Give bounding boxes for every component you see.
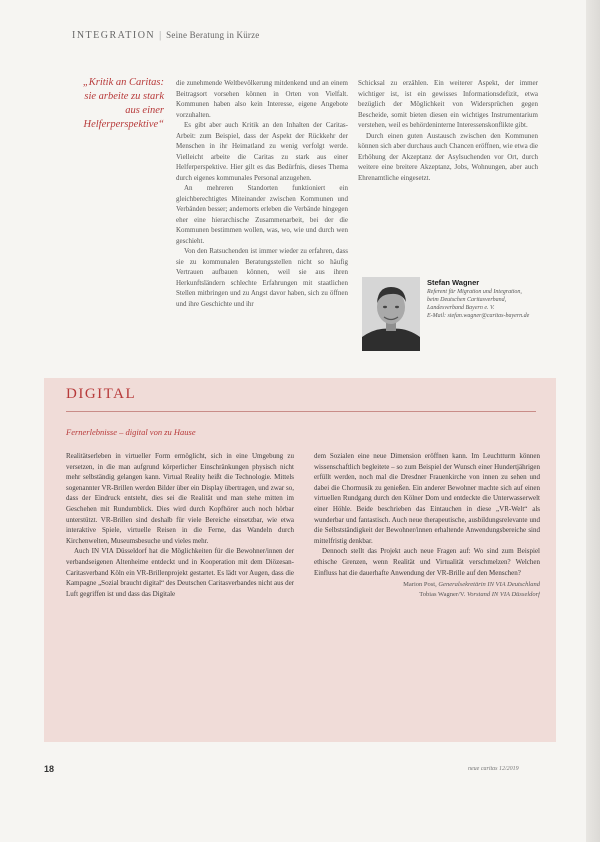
paragraph: dem Sozialen eine neue Dimension eröffnen kann. Im Leuchtturm können wissenschaftlich begleitete – so zum Beispiel der Wunsch einer Hundertjährigen erfüllt werden, noch mal die Dresdner Frauenkirche von innen zu sehen und dabei die Chormusik zu genießen. Ein anderer Bewohner machte sich auf einen virtuellen Rundgang durch den Kölner Dom und entdeckte die Unterwasserwelt einer Höhle. Beide beschrieben das Eintauchen in diese „VR-Welt“ als wunderbar und fantastisch. Auch neue therapeutische, ausbildungsrelevante und die Selbstständigkeit der Bewohner/innen erhaltende Anwendungsbereiche sind mittelfristig denkbar. — [314, 452, 540, 545]
paragraph: Realitätserleben in virtueller Form ermöglicht, sich in eine Umgebung zu versetzen, in die man aufgrund körperlicher Einschränkungen physisch nicht mehr selbständig gelangen kann. Virtual Reality heißt die Technologie. Mittels sogenannter VR-Brillen werden Bilder über ein Display übertragen, und zwar so, dass der Eindruck entsteht, dies sei die Realität und man stehe mitten im Geschehen mit Rundumblick. Dies wird durch Kopfhörer auch noch hörbar unterstützt. VR-Brillen sind deshalb für viele Bereiche einsetzbar, wie etwa interaktive Spiele, virtuelle Reisen in die Ferne, das Wandeln durch Kirchenwelten, Museumsbesuche und vieles mehr. — [66, 452, 294, 545]
infobox-title: DIGITAL — [66, 386, 137, 402]
paragraph: Schicksal zu erzählen. Ein weiterer Aspekt, der immer wichtiger ist, ist ein gewisses Informationsdefizit, etwa bezüglich der Möglichkeit von Widersprüchen gegen Bescheide, somit bieten diesen ein wichtiges Instrumentarium verstehen, weil es behördeninterne Interessenskonflikte gibt. — [358, 79, 538, 129]
signature-role: Vorstand IN VIA Düsseldorf — [466, 591, 540, 599]
author-email: E-Mail: stefan.wagner@caritas-bayern.de — [427, 313, 530, 319]
paragraph: Von den Ratsuchenden ist immer wieder zu erfahren, dass sie zu kommunalen Beratungsstellen nicht so häufig Vertrauen aufbauen können, weil sie aus ihren Herkunftsländern schlechte Erfahrungen mit staatlichen Stellen mitbringen und zu Angst davor haben, sich zu öffnen und ihre Geschichte und ihr — [176, 247, 348, 308]
magazine-issue: neue caritas 12/2019 — [468, 766, 519, 772]
paragraph: die zunehmende Weltbevölkerung mitdenkend und an einem Beitragsort vorsehen können in Orten von Vielfalt. Kommunen haben also kein Interesse, eigene Angebote vorzuhalten. — [176, 79, 348, 119]
section-label: INTEGRATION — [72, 30, 156, 41]
infobox-subtitle: Fernerlebnisse – digital von zu Hause — [66, 427, 196, 437]
paragraph: Dennoch stellt das Projekt auch neue Fragen auf: Wo sind zum Beispiel ethische Grenzen, wenn Realität und Virtualität verschmelzen? Welchen Einfluss hat die dauerhafte Anwendung der VR-Brille auf den Menschen? — [314, 547, 540, 577]
page-number: 18 — [44, 764, 55, 774]
paragraph: Durch einen guten Austausch zwischen den Kommunen können sich aber durchaus auch Chancen eröffnen, wie etwa die Erhöhung der Akzeptanz der Asylsuchenden vor Ort, durch weitere eine breitere Akzeptanz, Jobs, Wohnungen, aber auch Ehrenamtliche eingesetzt. — [358, 131, 538, 182]
paragraph: An mehreren Standorten funktioniert ein gleichberechtigtes Miteinander zwischen Kommunen und Verbänden besser; andernorts erleben die Verbände hingegen eher eine hierarchische Zusammenarbeit, bei der die Kommunen bestimmen wollen, was, wo, wie und durch wen geschieht. — [176, 184, 348, 245]
article-column-2 — [358, 78, 538, 223]
author-bio — [427, 278, 547, 320]
author-portrait — [362, 277, 420, 351]
signature-name: Tobias Wagner/V. — [419, 591, 466, 599]
header-topic: Seine Beratung in Kürze — [166, 30, 260, 40]
signature-line — [314, 590, 540, 600]
pull-quote: „Kritik an Caritas: sie arbeite zu stark aus einer Helferperspektive“ — [82, 77, 164, 130]
signature-block — [314, 580, 540, 600]
page-edge-shadow — [586, 0, 600, 842]
paragraph: Auch IN VIA Düsseldorf hat die Möglichkeiten für die Bewohner/innen der verbandseigenen Altenheime entdeckt und in Kooperation mit dem Diözesan-Caritasverband Köln ein VR-Brillenprojekt gestartet. Es lädt vor Augen, dass die Kampagne „Sozial braucht digital“ des Deutschen Caritasverbandes nicht aus der Luft gegriffen ist und dass das Digitale — [66, 547, 294, 598]
page-header — [72, 30, 260, 41]
header-separator: | — [159, 30, 163, 41]
signature-name: Marion Post, — [403, 581, 437, 589]
author-bio-line: Landesverband Bayern e. V. — [427, 305, 495, 311]
infobox-divider — [66, 411, 536, 412]
signature-role: Generalsekretärin IN VIA Deutschland — [438, 581, 540, 589]
infobox-column-1 — [66, 451, 294, 711]
signature-line — [314, 580, 540, 590]
infobox-column-2 — [314, 451, 540, 711]
author-bio-line: beim Deutschen Caritasverband, — [427, 297, 507, 303]
digital-infobox — [44, 378, 556, 742]
author-name: Stefan Wagner — [427, 278, 480, 287]
author-bio-line: Referent für Migration und Integration, — [427, 289, 522, 295]
article-column-1 — [176, 78, 348, 353]
paragraph: Es gibt aber auch Kritik an den Inhalten der Caritas-Arbeit: zum Beispiel, dass der Aspekt der Rückkehr der Menschen in ihr Heimatland zu wenig verfolgt werde. Vielleicht arbeite die Caritas zu stark aus einer Helferperspektive. Hier gilt es das Bedürfnis, dieses Thema durch eigenes kommunales Personal anzugehen. — [176, 121, 348, 182]
